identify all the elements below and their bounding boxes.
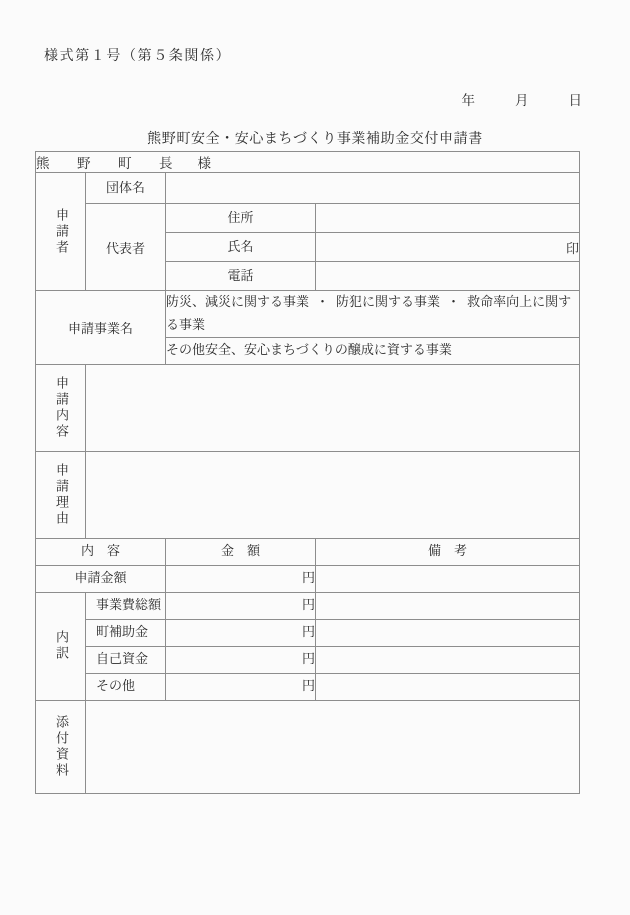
date-month-label: 月 [515,93,529,108]
currency-unit: 円 [301,624,315,640]
date-day-label: 日 [568,93,582,108]
address-label: 住所 [166,204,316,233]
representative-label-cell [86,204,166,291]
amount-header-amount: 金 額 [166,538,316,565]
breakdown-label-cell [36,592,86,700]
addressee-name: 熊 野 町 長 [36,156,180,171]
address-row [36,204,580,233]
application-content-row [36,364,580,451]
currency-unit: 円 [301,678,315,694]
project-label: 申請事業名 [67,320,133,336]
addressee-honorific: 様 [197,156,211,171]
address-input[interactable] [316,204,580,233]
breakdown-row [36,646,580,673]
content-input[interactable] [86,364,580,451]
breakdown-label: 内訳 [53,630,69,662]
name-input[interactable] [316,233,580,262]
currency-unit: 円 [301,597,315,613]
project-label-cell [36,291,166,365]
project-options-row-1 [36,291,580,338]
breakdown-row [36,619,580,646]
breakdown-remarks-2[interactable] [316,646,580,673]
project-option-separator-2: ・ [447,294,461,309]
phone-input[interactable] [316,262,580,291]
breakdown-amount-1[interactable] [166,619,316,646]
project-option-lifesaving: 救命率向上に関する事業 [166,294,572,332]
addressee-cell [36,152,580,173]
breakdown-row [36,673,580,700]
breakdown-remarks-3[interactable] [316,673,580,700]
amount-header-content: 内 容 [36,538,166,565]
reason-label-cell [36,451,86,538]
breakdown-remarks-1[interactable] [316,619,580,646]
currency-unit: 円 [301,651,315,667]
form-number: 様式第１号（第５条関係） [44,49,232,64]
date-year-label: 年 [461,93,475,108]
addressee-row [36,152,580,173]
attachments-label-cell [36,700,86,793]
group-name-input[interactable] [166,173,580,204]
breakdown-label-2: 自己資金 [86,646,166,673]
currency-unit: 円 [301,570,315,586]
project-option-crime: 防犯に関する事業 [336,294,441,309]
application-form-table [35,151,580,794]
reason-label: 申請理由 [53,462,69,527]
group-name-row [36,173,580,204]
project-option-separator-1: ・ [316,294,330,309]
project-option-disaster: 防災、減災に関する事業 [166,294,310,309]
breakdown-label-3: その他 [86,673,166,700]
breakdown-amount-0[interactable] [166,592,316,619]
document-title: 熊野町安全・安心まちづくり事業補助金交付申請書 [147,132,483,147]
attachments-row [36,700,580,793]
amount-header-row [36,538,580,565]
content-label: 申請内容 [53,375,69,440]
content-label-cell [36,364,86,451]
applicant-label-cell [36,173,86,291]
breakdown-label-0: 事業費総額 [86,592,166,619]
name-label: 氏名 [166,233,316,262]
amount-header-remarks: 備 考 [316,538,580,565]
breakdown-row [36,592,580,619]
project-option-other[interactable]: その他安全、安心まちづくりの醸成に資する事業 [166,337,580,364]
date-line [462,89,583,109]
seal-icon: 印 [566,240,580,256]
breakdown-label-1: 町補助金 [86,619,166,646]
phone-label: 電話 [166,262,316,291]
application-amount-row [36,565,580,592]
application-amount-input[interactable] [166,565,316,592]
group-name-label: 団体名 [86,173,166,204]
attachments-label: 添付資料 [53,714,69,779]
application-amount-remarks[interactable] [316,565,580,592]
breakdown-remarks-0[interactable] [316,592,580,619]
applicant-label: 申請者 [53,207,69,256]
reason-input[interactable] [86,451,580,538]
breakdown-amount-3[interactable] [166,673,316,700]
breakdown-amount-2[interactable] [166,646,316,673]
representative-label: 代表者 [105,240,145,256]
application-amount-label: 申請金額 [36,565,166,592]
attachments-input[interactable] [86,700,580,793]
application-reason-row [36,451,580,538]
project-option-line-1[interactable] [166,291,580,338]
